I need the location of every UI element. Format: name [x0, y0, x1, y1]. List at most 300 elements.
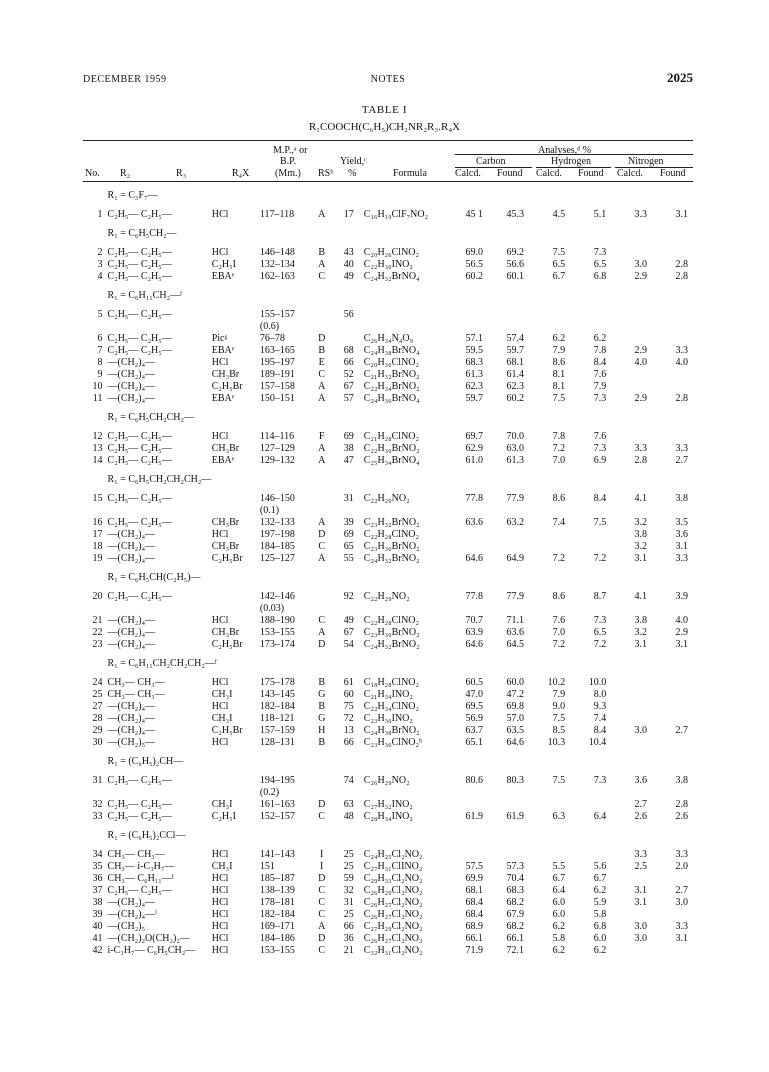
nitrogen-found: 3.8 — [675, 775, 688, 786]
col-c-found: Found — [497, 168, 523, 179]
recrystallization-solvent: C — [318, 897, 326, 908]
compound-number: 11 — [92, 393, 103, 404]
carbon-calcd: 80.6 — [465, 775, 483, 786]
recrystallization-solvent: C — [318, 271, 326, 282]
melting-or-boiling-point: (0.6) — [259, 321, 280, 332]
melting-or-boiling-point: 152–157 — [259, 811, 295, 822]
nitrogen-calcd — [611, 737, 652, 749]
compound-number — [83, 321, 108, 333]
nitrogen-found: 2.0 — [675, 861, 688, 872]
r4x-salt — [212, 591, 260, 603]
running-header — [83, 70, 693, 88]
compound-number: 12 — [92, 431, 103, 442]
compound-number: 16 — [92, 517, 103, 528]
recrystallization-solvent: B — [318, 701, 326, 712]
yield-percent — [329, 321, 364, 333]
hydrogen-found: 7.3 — [593, 775, 607, 786]
yield-percent: 17 — [343, 209, 354, 220]
group-indent — [83, 283, 108, 309]
compound-number: 34 — [92, 849, 103, 860]
carbon-found: 63.6 — [506, 627, 525, 638]
r4x-salt: CH₃Br — [211, 443, 240, 454]
hydrogen-calcd — [529, 541, 570, 553]
carbon-calcd: 47.0 — [465, 689, 483, 700]
table-row — [83, 639, 693, 651]
col-c-calcd: Calcd. — [455, 168, 481, 179]
table-row — [83, 603, 693, 615]
carbon-calcd: 69.9 — [465, 873, 483, 884]
recrystallization-solvent: C — [318, 885, 326, 896]
r2-r3-groups: —(CH₂)₄— — [107, 369, 156, 380]
hydrogen-found: 8.4 — [593, 357, 607, 368]
r2-r3-groups: —(CH₂)₄— — [107, 381, 156, 392]
carbon-found: 61.9 — [506, 811, 525, 822]
melting-or-boiling-point: 157–159 — [259, 725, 295, 736]
melting-or-boiling-point: 150–151 — [259, 393, 295, 404]
compound-number: 40 — [92, 921, 103, 932]
table-row — [83, 933, 693, 945]
nitrogen-found — [652, 247, 693, 259]
header-section: NOTES — [370, 74, 406, 85]
melting-or-boiling-point: 129–132 — [259, 455, 295, 466]
r2-r3-groups: —(CH₂)₂O(CH₂)₂— — [107, 933, 190, 944]
r4x-salt: HCl — [211, 897, 229, 908]
recrystallization-solvent: A — [318, 455, 326, 466]
compound-table-body — [83, 183, 693, 957]
yield-percent: 48 — [343, 811, 354, 822]
hydrogen-found: 5.9 — [593, 897, 607, 908]
group-label: R₁ = (C₆H₅)₂CCl— — [107, 830, 186, 841]
molecular-formula: C₂₂H₃₄ClNO₂ — [363, 701, 420, 712]
r4x-salt: HCl — [211, 677, 229, 688]
melting-or-boiling-point: (0.1) — [259, 505, 280, 516]
group-indent — [83, 467, 108, 493]
table-row — [83, 615, 693, 627]
melting-or-boiling-point: 153–155 — [259, 627, 295, 638]
yield-percent: 43 — [343, 247, 354, 258]
r4x-salt: EBAᵉ — [211, 393, 235, 404]
nitrogen-found — [652, 909, 693, 921]
hydrogen-found: 5.8 — [593, 909, 607, 920]
nitrogen-calcd — [611, 309, 652, 321]
table-row — [83, 591, 693, 603]
carbon-found: 80.3 — [506, 775, 525, 786]
group-header-row — [83, 183, 693, 209]
compound-number: 42 — [92, 945, 103, 956]
nitrogen-found: 3.9 — [675, 591, 688, 602]
r2-r3-groups — [108, 603, 212, 615]
col-h-found: Found — [578, 168, 604, 179]
nitrogen-calcd — [611, 873, 652, 885]
col-carbon: Carbon — [476, 156, 506, 167]
nitrogen-found: 4.0 — [675, 357, 688, 368]
carbon-calcd: 70.7 — [465, 615, 483, 626]
r2-r3-groups: C₂H₅— C₂H₅— — [107, 309, 172, 320]
carbon-found — [488, 529, 529, 541]
r2-r3-groups: —(CH₂)₄— — [107, 701, 156, 712]
nitrogen-found: 3.3 — [675, 553, 688, 564]
nitrogen-calcd: 3.3 — [634, 443, 648, 454]
col-pct: % — [348, 168, 357, 179]
hydrogen-found: 6.0 — [593, 933, 607, 944]
recrystallization-solvent: B — [318, 737, 326, 748]
molecular-formula: C₂₂H₃₀INO₂ — [363, 259, 413, 270]
hydrogen-calcd: 8.5 — [552, 725, 566, 736]
compound-number: 36 — [92, 873, 103, 884]
carbon-calcd — [447, 849, 488, 861]
col-mp: M.P.,ᵃ or — [273, 145, 308, 156]
carbon-calcd: 68.4 — [465, 897, 483, 908]
melting-or-boiling-point: 169–171 — [259, 921, 295, 932]
nitrogen-calcd: 2.7 — [634, 799, 648, 810]
nitrogen-calcd: 3.8 — [634, 615, 648, 626]
table-row — [83, 321, 693, 333]
hydrogen-calcd: 8.6 — [552, 357, 566, 368]
col-hydrogen: Hydrogen — [551, 156, 591, 167]
yield-percent: 65 — [343, 541, 354, 552]
melting-or-boiling-point: 195–197 — [259, 357, 295, 368]
carbon-found: 67.9 — [506, 909, 525, 920]
r2-r3-groups: C₂H₅— C₂H₅— — [107, 885, 172, 896]
yield-percent: 54 — [343, 639, 354, 650]
melting-or-boiling-point: 132–133 — [259, 517, 295, 528]
melting-or-boiling-point: 142–146 — [259, 591, 295, 602]
carbon-calcd — [447, 505, 488, 517]
compound-number: 14 — [92, 455, 103, 466]
r2-r3-groups: —(CH₂)₅— — [107, 737, 156, 748]
nitrogen-calcd — [611, 321, 652, 333]
yield-percent: 59 — [343, 873, 354, 884]
carbon-calcd: 64.6 — [465, 639, 483, 650]
hydrogen-found: 6.2 — [593, 945, 607, 956]
hydrogen-calcd: 6.2 — [552, 921, 566, 932]
recrystallization-solvent — [315, 591, 329, 603]
r4x-salt: HCl — [211, 357, 229, 368]
nitrogen-found — [652, 431, 693, 443]
yield-percent: 66 — [343, 357, 354, 368]
r2-r3-groups: —(CH₂)₄— — [107, 541, 156, 552]
table-row — [83, 689, 693, 701]
hydrogen-calcd: 7.9 — [552, 345, 566, 356]
compound-number: 28 — [92, 713, 103, 724]
recrystallization-solvent — [315, 603, 329, 615]
hydrogen-found: 7.2 — [593, 639, 607, 650]
r2-r3-groups: C₂H₅— C₂H₅— — [107, 455, 172, 466]
hydrogen-found: 7.3 — [593, 443, 607, 454]
carbon-found — [488, 799, 529, 811]
r2-r3-groups — [108, 505, 212, 517]
r4x-salt: HCl — [211, 209, 229, 220]
melting-or-boiling-point: 175–178 — [259, 677, 295, 688]
r4x-salt — [212, 603, 260, 615]
group-header-row — [83, 749, 693, 775]
hydrogen-calcd: 9.0 — [552, 701, 566, 712]
r4x-salt — [212, 309, 260, 321]
recrystallization-solvent: G — [318, 713, 326, 724]
r4x-salt — [212, 493, 260, 505]
nitrogen-calcd: 4.0 — [634, 357, 648, 368]
molecular-formula: C₃₂H₃₁Cl₂NO₂ — [363, 945, 423, 956]
recrystallization-solvent — [315, 505, 329, 517]
hydrogen-calcd — [529, 849, 570, 861]
table-row — [83, 493, 693, 505]
melting-or-boiling-point: 125–127 — [259, 553, 295, 564]
r4x-salt: HCl — [211, 873, 229, 884]
r2-r3-groups: —(CH₂)₄— — [107, 615, 156, 626]
yield-percent: 36 — [343, 933, 354, 944]
molecular-formula: C₂₄H₃₂BrNO₂ — [363, 639, 420, 650]
nitrogen-found: 2.8 — [675, 259, 688, 270]
carbon-found: 57.4 — [506, 333, 525, 344]
nitrogen-calcd: 2.6 — [634, 811, 648, 822]
hydrogen-found: 6.2 — [593, 333, 607, 344]
hydrogen-found: 7.4 — [593, 713, 607, 724]
carbon-calcd: 62.9 — [465, 443, 483, 454]
yield-percent: 25 — [343, 849, 354, 860]
r2-r3-groups: —(CH₂)₄— — [107, 393, 156, 404]
col-nitrogen: Nitrogen — [628, 156, 664, 167]
recrystallization-solvent — [315, 775, 329, 787]
hydrogen-calcd: 7.0 — [552, 627, 566, 638]
nitrogen-found: 3.1 — [675, 933, 688, 944]
hydrogen-found — [570, 309, 611, 321]
nitrogen-found — [652, 787, 693, 799]
melting-or-boiling-point: 188–190 — [259, 615, 295, 626]
yield-percent: 47 — [343, 455, 354, 466]
hydrogen-calcd — [529, 505, 570, 517]
yield-percent — [329, 333, 364, 345]
hydrogen-calcd: 6.4 — [552, 885, 566, 896]
recrystallization-solvent: D — [318, 873, 326, 884]
compound-number: 7 — [97, 345, 103, 356]
nitrogen-calcd: 2.9 — [634, 393, 648, 404]
nitrogen-calcd — [611, 701, 652, 713]
r2-r3-groups: —(CH₂)₄—ⁱ — [107, 909, 158, 920]
hydrogen-calcd: 7.5 — [552, 775, 566, 786]
carbon-found: 63.2 — [506, 517, 525, 528]
nitrogen-calcd: 3.1 — [634, 885, 648, 896]
hydrogen-found: 7.3 — [593, 247, 607, 258]
r4x-salt: CH₃I — [211, 861, 233, 872]
hydrogen-calcd: 7.5 — [552, 393, 566, 404]
molecular-formula: C₂₄H₃₂BrNO₄ — [363, 271, 420, 282]
carbon-calcd: 61.0 — [465, 455, 483, 466]
nitrogen-found: 2.8 — [675, 271, 688, 282]
r2-r3-groups: CH₃— i-C₃H₇— — [107, 861, 175, 872]
compound-number: 4 — [97, 271, 103, 282]
group-header-row — [83, 565, 693, 591]
r4x-salt: CH₃I — [211, 689, 233, 700]
r4x-salt: CH₃Br — [211, 627, 240, 638]
molecular-formula: C₂₄H₃₆BrNO₄ — [363, 393, 420, 404]
group-header-row — [83, 823, 693, 849]
carbon-calcd: 69.7 — [465, 431, 483, 442]
carbon-calcd: 56.5 — [465, 259, 483, 270]
melting-or-boiling-point: 157–158 — [259, 381, 295, 392]
recrystallization-solvent: C — [318, 615, 326, 626]
table-row — [83, 259, 693, 271]
hydrogen-calcd: 6.5 — [552, 259, 566, 270]
melting-or-boiling-point: 117–118 — [259, 209, 295, 220]
molecular-formula: C₂₄H₂₅Cl₂NO₂ — [363, 849, 423, 860]
compound-number: 31 — [92, 775, 103, 786]
nitrogen-calcd: 3.0 — [634, 259, 648, 270]
nitrogen-found — [652, 701, 693, 713]
table-row — [83, 811, 693, 823]
nitrogen-found: 2.7 — [675, 885, 688, 896]
nitrogen-found — [652, 737, 693, 749]
table-row — [83, 737, 693, 749]
table-row — [83, 775, 693, 787]
carbon-found: 63.0 — [506, 443, 525, 454]
table-row — [83, 873, 693, 885]
molecular-formula: C₁₈H₂₈ClNO₂ — [363, 677, 420, 688]
page-number: 2025 — [667, 70, 693, 85]
nitrogen-found: 3.3 — [675, 345, 688, 356]
compound-number: 33 — [92, 811, 103, 822]
carbon-found — [488, 321, 529, 333]
yield-percent: 68 — [343, 345, 354, 356]
col-r2: R₂ — [120, 168, 131, 179]
carbon-found: 64.6 — [506, 737, 525, 748]
table-row — [83, 787, 693, 799]
molecular-formula: C₂₁H₃₂BrNO₂ — [363, 369, 420, 380]
r4x-salt: HCl — [211, 737, 229, 748]
yield-percent — [329, 787, 364, 799]
carbon-calcd: 59.5 — [465, 345, 483, 356]
yield-percent: 55 — [343, 553, 354, 564]
carbon-found: 64.5 — [506, 639, 525, 650]
hydrogen-found — [570, 541, 611, 553]
nitrogen-found — [652, 873, 693, 885]
hydrogen-calcd: 8.6 — [552, 591, 566, 602]
r2-r3-groups: C₂H₅— C₂H₅— — [107, 345, 172, 356]
compound-number — [83, 505, 108, 517]
carbon-calcd: 69.5 — [465, 701, 483, 712]
r2-r3-groups: —(CH₂)₄— — [107, 357, 156, 368]
nitrogen-found: 3.3 — [675, 849, 688, 860]
carbon-found — [488, 849, 529, 861]
yield-percent: 32 — [343, 885, 354, 896]
r2-r3-groups: C₂H₅— C₂H₅— — [107, 209, 172, 220]
table-row — [83, 553, 693, 565]
carbon-found: 56.6 — [506, 259, 525, 270]
r2-r3-groups: C₂H₅— C₂H₅— — [107, 775, 172, 786]
recrystallization-solvent: A — [318, 627, 326, 638]
hydrogen-calcd: 6.0 — [552, 897, 566, 908]
col-r3: R₃ — [176, 168, 187, 179]
carbon-found: 68.2 — [506, 897, 525, 908]
carbon-calcd — [447, 799, 488, 811]
nitrogen-calcd: 2.5 — [634, 861, 648, 872]
nitrogen-found — [652, 381, 693, 393]
nitrogen-calcd: 3.1 — [634, 553, 648, 564]
recrystallization-solvent: F — [318, 431, 325, 442]
hydrogen-calcd: 7.5 — [552, 247, 566, 258]
compound-number: 9 — [97, 369, 103, 380]
table-row — [83, 713, 693, 725]
r4x-salt: C₂H₅I — [211, 259, 236, 270]
yield-percent: 72 — [343, 713, 354, 724]
table-row — [83, 885, 693, 897]
r2-r3-groups: C₂H₅— C₂H₅— — [107, 247, 172, 258]
molecular-formula: C₂₆H₂₇Cl₂NO₂ — [363, 909, 423, 920]
carbon-calcd: 77.8 — [465, 591, 483, 602]
nitrogen-found — [652, 945, 693, 957]
molecular-formula — [364, 505, 447, 517]
hydrogen-found — [570, 505, 611, 517]
compound-number: 25 — [92, 689, 103, 700]
carbon-calcd: 61.9 — [465, 811, 483, 822]
nitrogen-found: 3.8 — [675, 493, 688, 504]
nitrogen-calcd — [611, 713, 652, 725]
hydrogen-found — [570, 321, 611, 333]
compound-number: 1 — [97, 209, 103, 220]
yield-percent: 21 — [343, 945, 354, 956]
yield-percent: 75 — [343, 701, 354, 712]
hydrogen-found: 10.4 — [588, 737, 607, 748]
group-header-row — [83, 405, 693, 431]
carbon-found: 71.1 — [506, 615, 525, 626]
carbon-found: 57.3 — [506, 861, 525, 872]
nitrogen-calcd — [611, 677, 652, 689]
hydrogen-calcd: 6.0 — [552, 909, 566, 920]
hydrogen-calcd: 6.7 — [552, 873, 566, 884]
molecular-formula — [364, 603, 447, 615]
recrystallization-solvent: C — [318, 909, 326, 920]
carbon-calcd: 60.2 — [465, 271, 483, 282]
yield-percent: 39 — [343, 517, 354, 528]
col-bp: B.P. — [280, 156, 297, 167]
r4x-salt: C₂H₅Br — [211, 553, 243, 564]
nitrogen-found: 3.1 — [675, 639, 688, 650]
hydrogen-calcd: 6.3 — [552, 811, 566, 822]
melting-or-boiling-point: (0.03) — [259, 603, 285, 614]
carbon-found: 60.1 — [506, 271, 525, 282]
recrystallization-solvent: C — [318, 811, 326, 822]
hydrogen-calcd: 7.4 — [552, 517, 566, 528]
col-n-found: Found — [660, 168, 686, 179]
nitrogen-found: 2.8 — [675, 393, 688, 404]
carbon-found: 70.0 — [506, 431, 525, 442]
nitrogen-calcd: 2.9 — [634, 271, 648, 282]
table-row — [83, 209, 693, 221]
table-row — [83, 897, 693, 909]
table-header-rule — [83, 181, 693, 182]
yield-percent: 31 — [343, 897, 354, 908]
hydrogen-calcd — [529, 787, 570, 799]
r2-r3-groups: —(CH₂)₄— — [107, 529, 156, 540]
table-top-rule — [83, 140, 693, 141]
compound-number: 5 — [97, 309, 103, 320]
nitrogen-found: 3.1 — [675, 209, 688, 220]
melting-or-boiling-point: 173–174 — [259, 639, 295, 650]
nitrogen-found — [652, 603, 693, 615]
yield-percent: 25 — [343, 861, 354, 872]
nitrogen-calcd — [611, 603, 652, 615]
r2-r3-groups: C₂H₅— C₂H₅— — [107, 591, 172, 602]
compound-table — [83, 183, 693, 957]
carbon-found: 47.2 — [506, 689, 525, 700]
table-row — [83, 799, 693, 811]
compound-number: 8 — [97, 357, 103, 368]
r2-r3-groups: C₂H₅— C₂H₅— — [107, 259, 172, 270]
nitrogen-found: 2.7 — [675, 725, 688, 736]
hydrogen-found: 6.7 — [593, 873, 607, 884]
hydrogen-found: 8.4 — [593, 725, 607, 736]
table-row — [83, 369, 693, 381]
carbon-calcd — [447, 309, 488, 321]
